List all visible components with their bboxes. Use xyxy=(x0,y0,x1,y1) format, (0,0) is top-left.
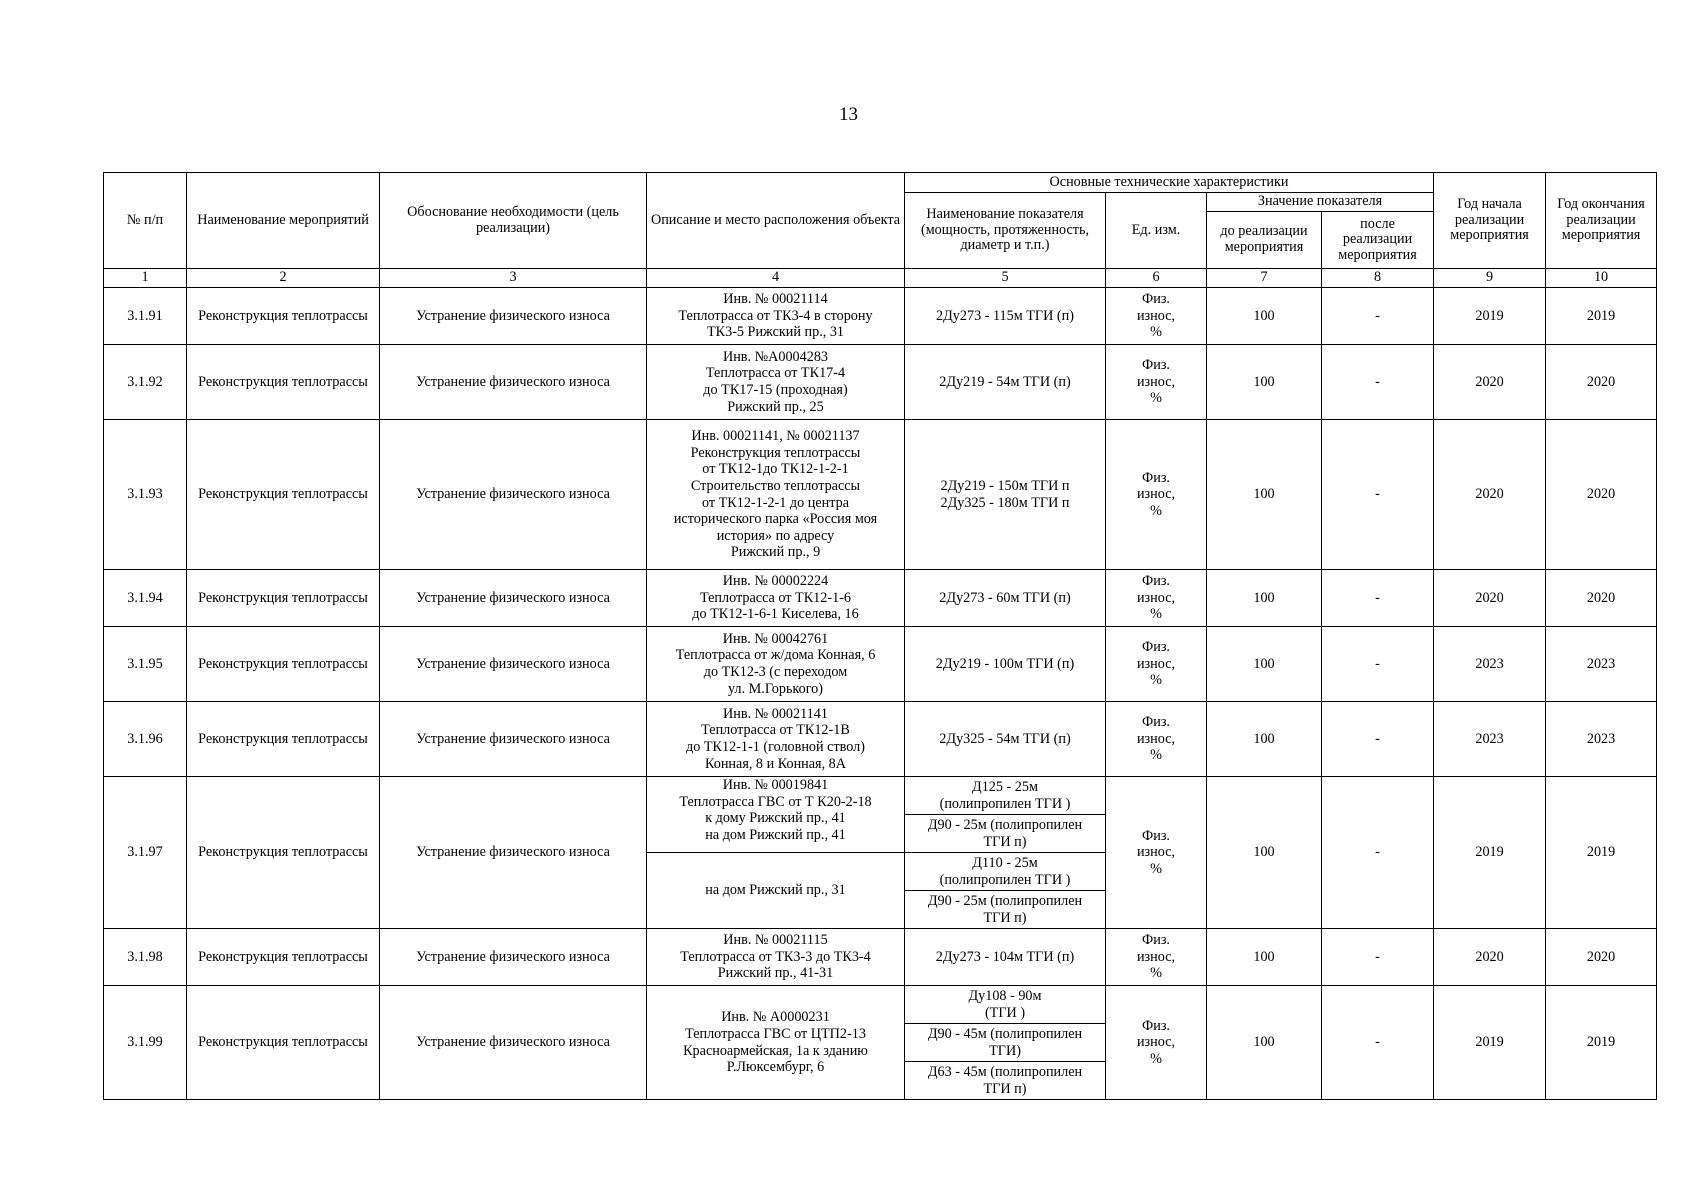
row-description xyxy=(647,929,905,986)
header-name: Наименование мероприятий xyxy=(187,173,380,269)
indicator-line: 2Ду273 - 104м ТГИ (п) xyxy=(935,948,1075,965)
description-line: Инв. № 00021115 xyxy=(723,932,828,949)
indicator-line: ТГИ) xyxy=(989,1042,1021,1059)
description-line: Рижский пр., 25 xyxy=(727,398,824,415)
unit-line: Физ. xyxy=(1142,357,1170,374)
row-name: Реконструкция теплотрассы xyxy=(187,929,380,986)
indicator-line: 2Ду273 - 115м ТГИ (п) xyxy=(936,307,1074,324)
row-reason: Устранение физического износа xyxy=(380,627,647,702)
description-line: Рижский пр., 41-31 xyxy=(717,965,834,982)
indicator-line: 2Ду219 - 100м ТГИ (п) xyxy=(935,655,1075,672)
description-line: ТК3-5 Рижский пр., 31 xyxy=(706,324,845,341)
table-header xyxy=(104,173,1657,288)
description-line: Конная, 8 и Конная, 8А xyxy=(704,755,847,772)
description-line: Теплотрасса ГВС от ЦТП2-13 xyxy=(685,1025,866,1042)
unit-line: % xyxy=(1150,672,1162,689)
description-line: от ТК12-1-2-1 до центра xyxy=(701,494,850,511)
row-unit xyxy=(1106,702,1207,777)
description-line: до ТК12-1-6-1 Киселева, 16 xyxy=(692,606,859,623)
row-indicator xyxy=(905,288,1106,345)
description-line: ул. М.Горького) xyxy=(728,680,823,697)
col-number: 9 xyxy=(1434,269,1546,288)
row-description xyxy=(647,570,905,627)
indicator-line: (полипропилен ТГИ ) xyxy=(939,795,1071,812)
row-year-end: 2020 xyxy=(1546,420,1657,570)
col-number: 1 xyxy=(104,269,187,288)
column-numbers-row xyxy=(104,269,1657,288)
measures-table xyxy=(103,172,1657,1100)
row-indicator xyxy=(905,1024,1106,1062)
row-name: Реконструкция теплотрассы xyxy=(187,570,380,627)
indicator-line: ТГИ п) xyxy=(983,1080,1027,1097)
unit-line: износ, xyxy=(1136,655,1176,672)
unit-line: % xyxy=(1150,324,1162,341)
unit-line: % xyxy=(1150,502,1162,519)
description-line: от ТК12-1до ТК12-1-2-1 xyxy=(702,461,849,478)
row-description xyxy=(647,702,905,777)
row-description xyxy=(647,627,905,702)
table-row xyxy=(104,929,1657,986)
description-line: Теплотрасса от ж/дома Конная, 6 xyxy=(675,647,876,664)
indicator-line: 2Ду219 - 150м ТГИ п xyxy=(940,477,1070,494)
row-year-end: 2023 xyxy=(1546,627,1657,702)
unit-line: % xyxy=(1150,860,1162,877)
table-row xyxy=(104,777,1657,815)
description-line: до ТК17-15 (проходная) xyxy=(703,382,848,398)
row-unit xyxy=(1106,420,1207,570)
description-line: Теплотрасса от ТК12-1-6 xyxy=(700,589,851,606)
row-description xyxy=(647,345,905,420)
row-after: - xyxy=(1322,702,1434,777)
table-body xyxy=(104,288,1657,1100)
col-number: 10 xyxy=(1546,269,1657,288)
row-num: 3.1.93 xyxy=(104,420,187,570)
header-before: до реализации мероприятия xyxy=(1207,212,1322,269)
row-reason: Устранение физического износа xyxy=(380,345,647,420)
description-line: Инв. №А0004283 xyxy=(722,348,829,365)
row-reason: Устранение физического износа xyxy=(380,702,647,777)
description-line: Теплотрасса от ТК3-3 до ТК3-4 xyxy=(680,948,871,965)
description-line: Теплотрасса от ТК3-4 в сторону xyxy=(678,307,873,324)
row-indicator xyxy=(905,420,1106,570)
row-indicator xyxy=(905,1062,1106,1100)
table-row xyxy=(104,420,1657,570)
row-reason: Устранение физического износа xyxy=(380,420,647,570)
indicator-line: ТГИ п) xyxy=(983,909,1027,926)
row-name: Реконструкция теплотрассы xyxy=(187,986,380,1100)
row-reason: Устранение физического износа xyxy=(380,570,647,627)
indicator-line: ТГИ п) xyxy=(983,833,1027,850)
header-after: после реализации мероприятия xyxy=(1322,212,1434,269)
row-reason: Устранение физического износа xyxy=(380,986,647,1100)
row-year-start: 2023 xyxy=(1434,627,1546,702)
row-before: 100 xyxy=(1207,627,1322,702)
row-before: 100 xyxy=(1207,777,1322,929)
row-num: 3.1.96 xyxy=(104,702,187,777)
row-unit xyxy=(1106,570,1207,627)
row-before: 100 xyxy=(1207,929,1322,986)
description-line: до ТК12-1-1 (головной ствол) xyxy=(686,739,865,755)
table-row xyxy=(104,288,1657,345)
row-after: - xyxy=(1322,420,1434,570)
row-year-end: 2019 xyxy=(1546,777,1657,929)
unit-line: износ, xyxy=(1136,373,1176,390)
row-after: - xyxy=(1322,288,1434,345)
col-number: 6 xyxy=(1106,269,1207,288)
row-unit xyxy=(1106,345,1207,420)
row-after: - xyxy=(1322,929,1434,986)
header-indicator-name: Наименование показателя (мощность, протяженность, диаметр и т.п.) xyxy=(905,193,1106,269)
description-line: Строительство теплотрассы xyxy=(690,477,861,494)
header-value-group: Значение показателя xyxy=(1207,193,1434,212)
row-unit xyxy=(1106,627,1207,702)
row-unit xyxy=(1106,777,1207,929)
row-year-start: 2019 xyxy=(1434,288,1546,345)
header-description: Описание и место расположения объекта xyxy=(647,173,905,269)
description-line: на дом Рижский пр., 41 xyxy=(705,826,846,843)
description-line: история» по адресу xyxy=(716,527,835,544)
description-line: Инв. № 00019841 xyxy=(722,777,829,793)
row-after: - xyxy=(1322,777,1434,929)
row-reason: Устранение физического износа xyxy=(380,777,647,929)
unit-line: % xyxy=(1150,965,1162,982)
table-row xyxy=(104,702,1657,777)
row-name: Реконструкция теплотрассы xyxy=(187,288,380,345)
description-line: Инв. № А0000231 xyxy=(721,1009,830,1026)
row-before: 100 xyxy=(1207,345,1322,420)
row-year-start: 2020 xyxy=(1434,929,1546,986)
unit-line: Физ. xyxy=(1142,932,1170,949)
row-after: - xyxy=(1322,570,1434,627)
row-name: Реконструкция теплотрассы xyxy=(187,627,380,702)
header-unit: Ед. изм. xyxy=(1106,193,1207,269)
row-description xyxy=(647,288,905,345)
indicator-line: 2Ду325 - 54м ТГИ (п) xyxy=(939,730,1071,747)
row-year-end: 2019 xyxy=(1546,288,1657,345)
unit-line: % xyxy=(1150,747,1162,764)
description-line: к дому Рижский пр., 41 xyxy=(705,810,846,827)
row-before: 100 xyxy=(1207,986,1322,1100)
row-year-end: 2020 xyxy=(1546,345,1657,420)
row-num: 3.1.99 xyxy=(104,986,187,1100)
row-num: 3.1.94 xyxy=(104,570,187,627)
table-row xyxy=(104,570,1657,627)
description-line: Инв. № 00002224 xyxy=(722,573,829,590)
row-num: 3.1.97 xyxy=(104,777,187,929)
unit-line: % xyxy=(1150,606,1162,623)
row-before: 100 xyxy=(1207,288,1322,345)
row-reason: Устранение физического износа xyxy=(380,929,647,986)
row-description xyxy=(647,853,905,929)
row-indicator xyxy=(905,853,1106,891)
col-number: 4 xyxy=(647,269,905,288)
description-line: Р.Люксембург, 6 xyxy=(726,1059,825,1076)
row-year-end: 2019 xyxy=(1546,986,1657,1100)
indicator-line: 2Ду219 - 54м ТГИ (п) xyxy=(939,373,1071,390)
row-num: 3.1.91 xyxy=(104,288,187,345)
unit-line: Физ. xyxy=(1142,291,1170,308)
description-line: Теплотрасса ГВС от Т К20-2-18 xyxy=(679,793,872,810)
unit-line: износ, xyxy=(1136,844,1176,861)
row-description xyxy=(647,420,905,570)
table-row xyxy=(104,627,1657,702)
row-indicator xyxy=(905,345,1106,420)
row-name: Реконструкция теплотрассы xyxy=(187,777,380,929)
row-indicator xyxy=(905,627,1106,702)
row-before: 100 xyxy=(1207,702,1322,777)
header-reason: Обоснование необходимости (цель реализации) xyxy=(380,173,647,269)
row-num: 3.1.92 xyxy=(104,345,187,420)
page-number: 13 xyxy=(839,104,858,125)
description-line: Инв. № 00042761 xyxy=(722,630,829,647)
unit-line: Физ. xyxy=(1142,714,1170,731)
description-line: Инв. 00021141, № 00021137 xyxy=(691,428,860,445)
header-year-start: Год начала реализации мероприятия xyxy=(1434,173,1546,269)
description-line: Рижский пр., 9 xyxy=(730,544,821,561)
indicator-line: Д90 - 25м (полипропилен xyxy=(927,892,1083,909)
row-description xyxy=(647,986,905,1100)
description-line: Теплотрасса от ТК12-1В xyxy=(701,722,850,739)
unit-line: износ, xyxy=(1136,948,1176,965)
row-year-end: 2020 xyxy=(1546,929,1657,986)
col-number: 5 xyxy=(905,269,1106,288)
row-after: - xyxy=(1322,345,1434,420)
description-line: Теплотрасса от ТК17-4 xyxy=(705,365,846,382)
description-line: исторического парка «Россия моя xyxy=(673,511,878,528)
header-year-end: Год окончания реализации мероприятия xyxy=(1546,173,1657,269)
row-year-start: 2020 xyxy=(1434,420,1546,570)
row-indicator xyxy=(905,891,1106,929)
description-line: Реконструкция теплотрассы xyxy=(690,444,861,461)
unit-line: Физ. xyxy=(1142,827,1170,844)
description-line: Инв. № 00021141 xyxy=(723,705,828,722)
header-num: № п/п xyxy=(104,173,187,269)
row-year-end: 2023 xyxy=(1546,702,1657,777)
unit-line: износ, xyxy=(1136,730,1176,747)
row-unit xyxy=(1106,986,1207,1100)
row-indicator xyxy=(905,986,1106,1024)
unit-line: Физ. xyxy=(1142,639,1170,656)
unit-line: износ, xyxy=(1136,589,1176,606)
row-year-start: 2023 xyxy=(1434,702,1546,777)
unit-line: % xyxy=(1150,390,1162,407)
description-line: Инв. № 00021114 xyxy=(723,291,828,308)
row-unit xyxy=(1106,288,1207,345)
row-year-start: 2019 xyxy=(1434,777,1546,929)
row-name: Реконструкция теплотрассы xyxy=(187,702,380,777)
indicator-line: Ду108 - 90м xyxy=(968,987,1042,1004)
row-name: Реконструкция теплотрассы xyxy=(187,420,380,570)
row-indicator xyxy=(905,777,1106,815)
description-line: до ТК12-3 (с переходом xyxy=(703,664,848,680)
row-before: 100 xyxy=(1207,420,1322,570)
table-row xyxy=(104,986,1657,1024)
row-after: - xyxy=(1322,986,1434,1100)
unit-line: Физ. xyxy=(1142,1017,1170,1034)
col-number: 8 xyxy=(1322,269,1434,288)
row-unit xyxy=(1106,929,1207,986)
description-line: на дом Рижский пр., 31 xyxy=(705,882,846,899)
unit-line: износ, xyxy=(1136,1034,1176,1051)
indicator-line: 2Ду325 - 180м ТГИ п xyxy=(940,494,1070,511)
indicator-line: Д90 - 45м (полипропилен xyxy=(927,1025,1083,1042)
unit-line: Физ. xyxy=(1142,469,1170,486)
description-line: Красноармейская, 1а к зданию xyxy=(683,1042,868,1059)
indicator-line: 2Ду273 - 60м ТГИ (п) xyxy=(939,589,1071,606)
col-number: 7 xyxy=(1207,269,1322,288)
row-description xyxy=(647,777,905,853)
col-number: 3 xyxy=(380,269,647,288)
indicator-line: Д125 - 25м xyxy=(972,778,1038,795)
row-after: - xyxy=(1322,627,1434,702)
indicator-line: (ТГИ ) xyxy=(984,1004,1026,1021)
row-indicator xyxy=(905,570,1106,627)
indicator-line: Д63 - 45м (полипропилен xyxy=(927,1063,1083,1080)
row-indicator xyxy=(905,929,1106,986)
indicator-line: Д110 - 25м xyxy=(972,854,1038,871)
row-num: 3.1.98 xyxy=(104,929,187,986)
unit-line: % xyxy=(1150,1050,1162,1067)
col-number: 2 xyxy=(187,269,380,288)
header-tech-group: Основные технические характеристики xyxy=(905,173,1434,193)
row-before: 100 xyxy=(1207,570,1322,627)
unit-line: износ, xyxy=(1136,307,1176,324)
row-year-start: 2020 xyxy=(1434,570,1546,627)
table-row xyxy=(104,345,1657,420)
unit-line: Физ. xyxy=(1142,573,1170,590)
indicator-line: (полипропилен ТГИ ) xyxy=(939,871,1071,888)
row-num: 3.1.95 xyxy=(104,627,187,702)
indicator-line: Д90 - 25м (полипропилен xyxy=(927,816,1083,833)
row-reason: Устранение физического износа xyxy=(380,288,647,345)
row-indicator xyxy=(905,702,1106,777)
row-indicator xyxy=(905,815,1106,853)
row-year-start: 2019 xyxy=(1434,986,1546,1100)
row-year-start: 2020 xyxy=(1434,345,1546,420)
unit-line: износ, xyxy=(1136,486,1176,503)
row-name: Реконструкция теплотрассы xyxy=(187,345,380,420)
row-year-end: 2020 xyxy=(1546,570,1657,627)
